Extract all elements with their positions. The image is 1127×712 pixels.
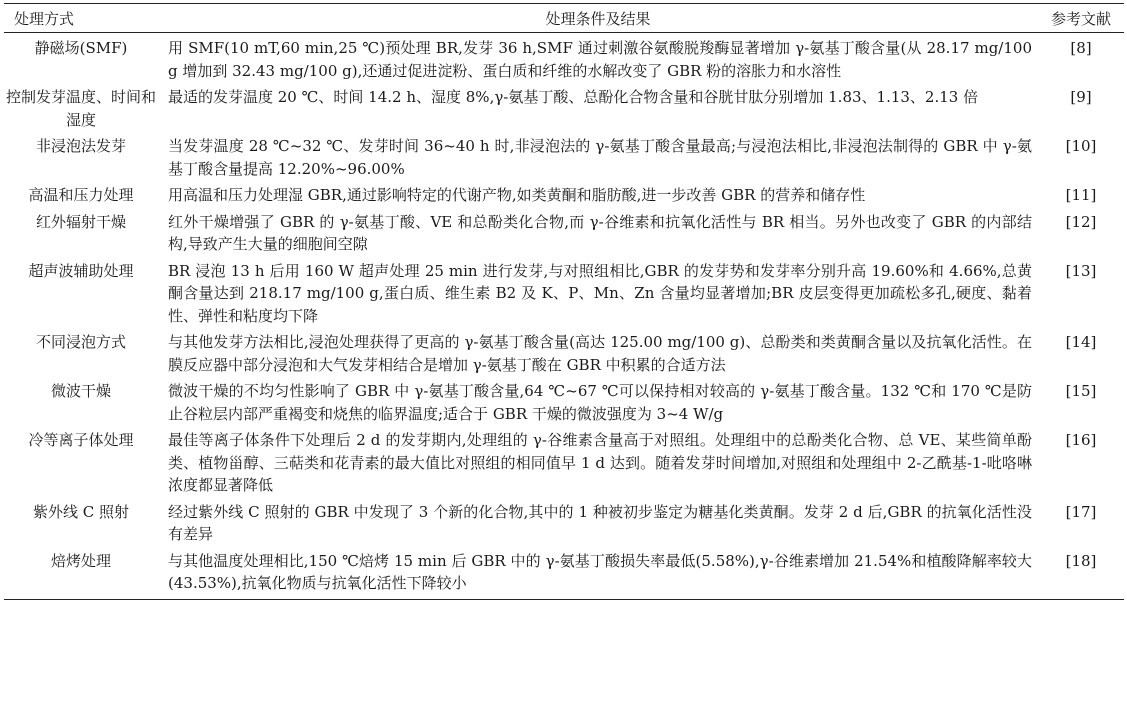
conditions-cell: 当发芽温度 28 ℃~32 ℃、发芽时间 36~40 h 时,非浸泡法的 γ-氨基丁酸含量最高;与浸泡法相比,非浸泡法制得的 GBR 中 γ-氨基丁酸含量提高 12.20%~96.00% — [168, 137, 1032, 178]
method-cell: 超声波辅助处理 — [28, 261, 134, 280]
table-row — [4, 546, 1124, 600]
header-row — [4, 4, 1124, 33]
reference-cell: [17] — [1065, 502, 1097, 521]
conditions-cell: 最适的发芽温度 20 ℃、时间 14.2 h、湿度 8%,γ-氨基丁酸、总酚化合物含量和谷胱甘肽分别增加 1.83、1.13、2.13 倍 — [168, 88, 979, 106]
reference-cell: [18] — [1038, 546, 1124, 600]
header-conditions: 处理条件及结果 — [158, 4, 1038, 33]
table-row — [4, 207, 1124, 256]
conditions-cell: 与其他发芽方法相比,浸泡处理获得了更高的 γ-氨基丁酸含量(高达 125.00 mg/100 g)、总酚类和类黄酮含量以及抗氧化活性。在膜反应器中部分浸泡和大气发芽相结合是增加 γ-氨基丁酸在 GBR 中积累的合适方法 — [168, 333, 1032, 374]
treatment-table — [4, 3, 1124, 600]
table-row — [4, 497, 1124, 546]
table-row — [4, 376, 1124, 425]
method-cell: 高温和压力处理 — [28, 186, 134, 204]
reference-cell: [11] — [1065, 186, 1097, 204]
reference-cell: [10] — [1065, 137, 1097, 155]
method-cell: 静磁场(SMF) — [34, 39, 128, 57]
conditions-cell: 经过紫外线 C 照射的 GBR 中发现了 3 个新的化合物,其中的 1 种被初步鉴定为糖基化类黄酮。发芽 2 d 后,GBR 的抗氧化活性没有差异 — [168, 502, 1032, 543]
method-cell: 微波干燥 — [50, 382, 111, 400]
reference-cell: [12] — [1065, 212, 1097, 231]
header-reference: 参考文献 — [1038, 4, 1124, 33]
reference-cell: [13] — [1065, 261, 1097, 280]
method-cell: 不同浸泡方式 — [35, 333, 126, 351]
conditions-cell: 用 SMF(10 mT,60 min,25 ℃)预处理 BR,发芽 36 h,SMF 通过刺激谷氨酸脱羧酶显著增加 γ-氨基丁酸含量(从 28.17 mg/100 g 增加到 32.43 mg/100 g),还通过促进淀粉、蛋白质和纤维的水解改变了 GBR 粉的溶胀力和水溶性 — [168, 39, 1032, 80]
table-row — [4, 425, 1124, 497]
table-row — [4, 327, 1124, 376]
method-cell: 红外辐射干燥 — [35, 212, 126, 231]
table-row — [4, 256, 1124, 328]
treatment-table-container — [4, 3, 1124, 600]
conditions-cell: 最佳等离子体条件下处理后 2 d 的发芽期内,处理组的 γ-谷维素含量高于对照组。处理组中的总酚类化合物、总 VE、某些简单酚类、植物甾醇、三萜类和花青素的最大值比对照组的相同值早 1 d 达到。随着发芽时间增加,对照组和处理组中 2-乙酰基-1-吡咯啉浓度都显著降低 — [168, 431, 1032, 494]
table-body — [4, 33, 1124, 600]
table-row — [4, 131, 1124, 180]
header-method: 处理方式 — [4, 4, 158, 33]
method-cell: 焙烤处理 — [4, 546, 158, 600]
reference-cell: [9] — [1070, 88, 1092, 106]
conditions-cell: 微波干燥的不均匀性影响了 GBR 中 γ-氨基丁酸含量,64 ℃~67 ℃可以保持相对较高的 γ-氨基丁酸含量。132 ℃和 170 ℃是防止谷粒层内部严重褐变和烧焦的临界温度;适合于 GBR 干燥的微波强度为 3~4 W/g — [168, 382, 1032, 423]
table-header — [4, 4, 1124, 33]
conditions-cell: 与其他温度处理相比,150 ℃焙烤 15 min 后 GBR 中的 γ-氨基丁酸损失率最低(5.58%),γ-谷维素增加 21.54%和植酸降解率较大(43.53%),抗氧化物质与抗氧化活性下降较小 — [158, 546, 1038, 600]
method-cell: 控制发芽温度、时间和湿度 — [6, 88, 157, 129]
table-row — [4, 82, 1124, 131]
table-row — [4, 180, 1124, 207]
reference-cell: [15] — [1065, 382, 1097, 400]
table-row — [4, 33, 1124, 83]
reference-cell: [8] — [1070, 39, 1092, 57]
method-cell: 非浸泡法发芽 — [35, 137, 126, 155]
reference-cell: [14] — [1065, 333, 1097, 351]
method-cell: 冷等离子体处理 — [28, 431, 134, 449]
conditions-cell: BR 浸泡 13 h 后用 160 W 超声处理 25 min 进行发芽,与对照组相比,GBR 的发芽势和发芽率分别升高 19.60%和 4.66%,总黄酮含量达到 218.17 mg/100 g,蛋白质、维生素 B2 及 K、P、Mn、Zn 含量均显著增加;BR 皮层变得更加疏松多孔,硬度、黏着性、弹性和粘度均下降 — [168, 261, 1032, 325]
conditions-cell: 红外干燥增强了 GBR 的 γ-氨基丁酸、VE 和总酚类化合物,而 γ-谷维素和抗氧化活性与 BR 相当。另外也改变了 GBR 的内部结构,导致产生大量的细胞间空隙 — [168, 212, 1032, 253]
reference-cell: [16] — [1065, 431, 1097, 449]
conditions-cell: 用高温和压力处理湿 GBR,通过影响特定的代谢产物,如类黄酮和脂肪酸,进一步改善 GBR 的营养和储存性 — [168, 186, 866, 204]
method-cell: 紫外线 C 照射 — [32, 502, 129, 521]
